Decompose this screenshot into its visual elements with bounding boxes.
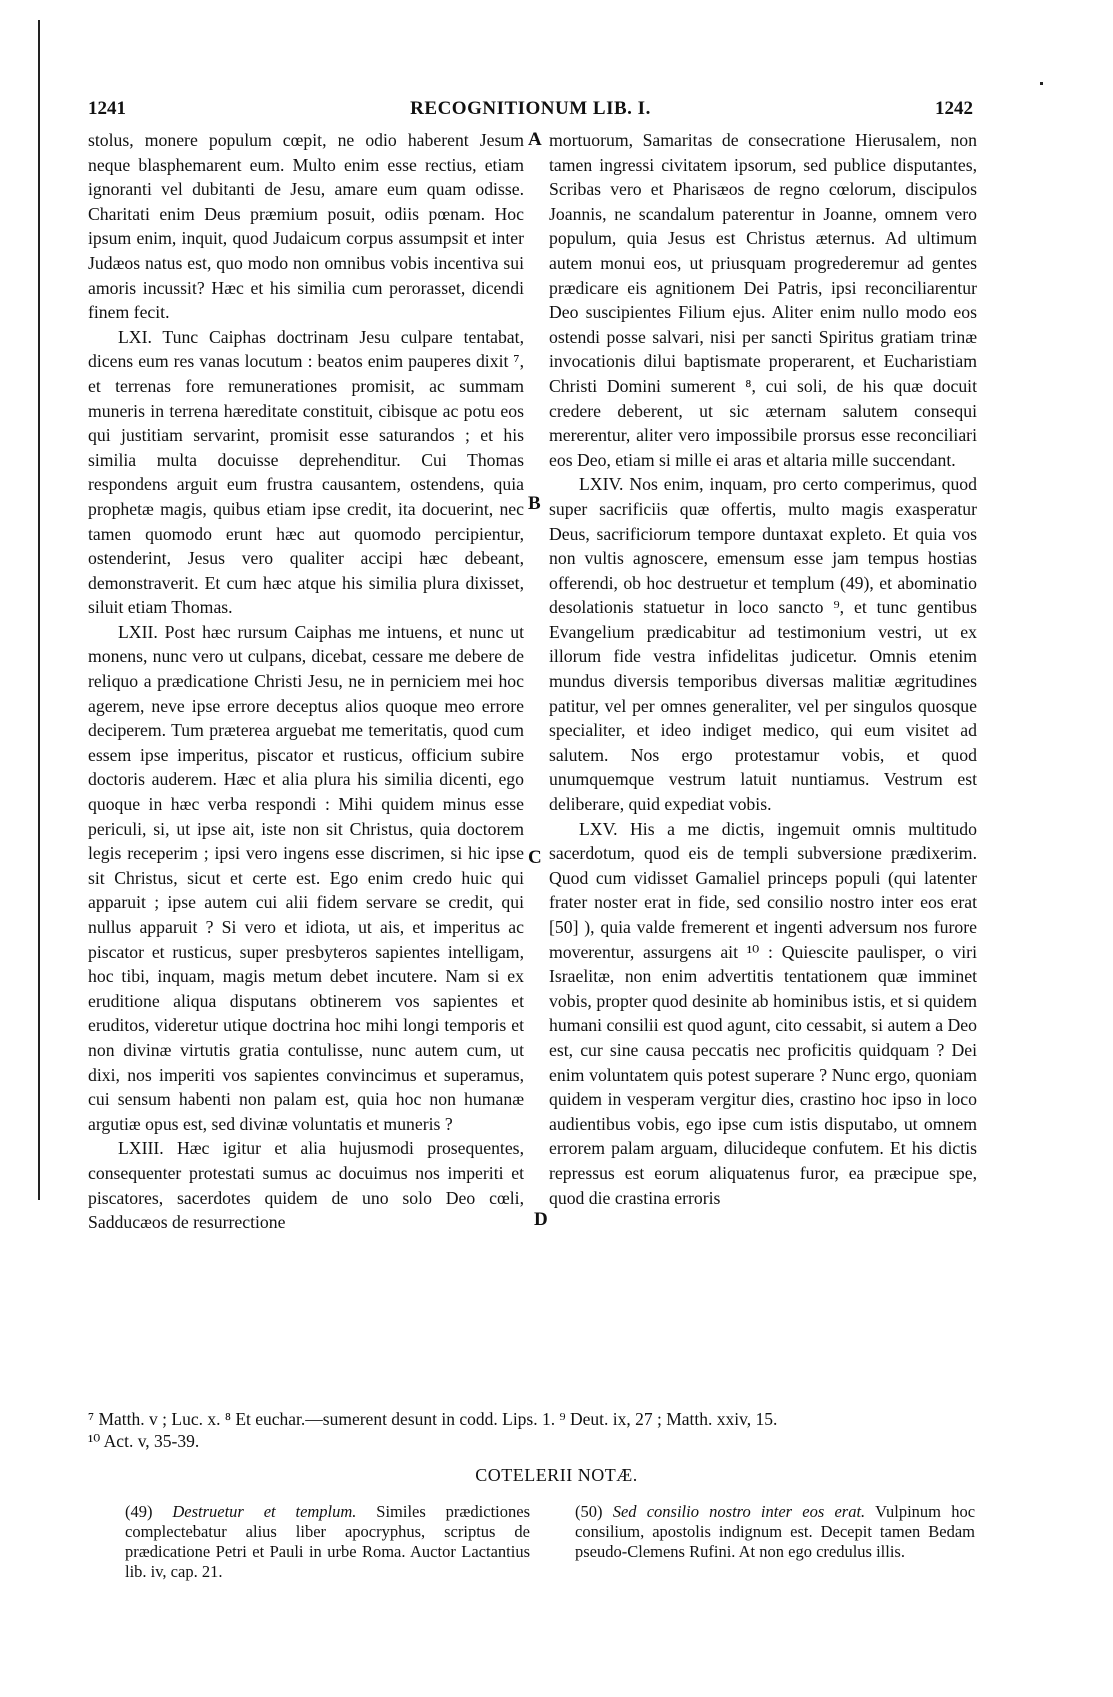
print-speck bbox=[1040, 82, 1043, 85]
note-49 bbox=[125, 1502, 530, 1592]
page-number-right: 1242 bbox=[935, 98, 973, 119]
footnotes bbox=[88, 1408, 978, 1452]
paragraph-lxii: LXII. Post hæc rursum Caiphas me intuens, et nunc ut monens, nunc vero ut culpans, dicebat, cessare me debere de reliquo a prædicatione Christi Jesu, ne in perniciem mei hoc agerem, neve ipse errore deceptus alios quoque meo errore deciperem. Tum præterea arguebat me temeritatis, quod cum essem ipse imperitus, piscator et rusticus, officium subire doctoris auderem. Hæc et alia plura his similia dicenti, ego quoque in hæc verba respondi : Mihi quidem minus esse periculi, si, ut ipse ait, iste non sit Christus, quia doctorem legis receperim ; ipsi vero ingens esse discrimen, si hic ipse sit Christus, sicut et certe est. Ego enim credo huic qui apparuit ; ipse autem cui alii fidem servare se credit, qui nullus apparuit ? Si vero et idiota, ut ais, et imperitus ac piscator et rusticus, super presbyteros sapientes intelligam, hoc tibi, inquam, magis metum debet incutere. Nam si ex eruditione aliqua disputans obtinerem vos sapientes et eruditos, videretur utique doctrina hoc mihi longi temporis et non divinæ virtutis gratia contulisse, nunc autem cum, ut dixi, nos imperiti vos sapientes convincimus et superamus, cui sensum habenti non palam est, quia hoc non humanæ argutiæ opus est, sed divinæ voluntatis et muneris ? bbox=[88, 621, 524, 1134]
running-header bbox=[88, 98, 973, 124]
notes-title: COTELERII NOTÆ. bbox=[475, 1465, 638, 1485]
note-50-lemma: Sed consilio nostro inter eos erat. bbox=[612, 1502, 866, 1521]
page-number-left: 1241 bbox=[88, 98, 126, 119]
paragraph-lxv: LXV. His a me dictis, ingemuit omnis multitudo sacerdotum, quod eis de templi subversione prædixerim. Quod cum vidisset Gamaliel princeps populi (qui latenter frater noster erat in fide, sed consilio nostro inter eos erat [50] ), quia valde fremerent et ingenti adversum nos furore moverentur, assurgens ait ¹⁰ : Quiescite paulisper, o viri Israelitæ, non enim advertitis tentationem quæ imminet vobis, propter quod desinite ab hominibus istis, et si quidem humani consilii est quod agunt, cito cessabit, si autem a Deo est, cur sine causa peccatis nec proficitis quidquam ? Dei enim voluntatem quis potest superare ? Nunc ergo, quoniam quidem in vesperam vergitur dies, crastino hoc ipso in loco audientibus vobis, ego ipse cum istis disputabo, ut omnem errorem palam arguam, dilucideque confutem. Et his dictis repressus est eorum aliquatenus furor, ea præcipue spe, quod die crastina erroris bbox=[549, 818, 977, 1208]
margin-marker-b: B bbox=[528, 493, 541, 514]
note-49-ref: (49) bbox=[125, 1502, 153, 1521]
paragraph-continuation-right: mortuorum, Samaritas de consecratione Hierusalem, non tamen ingressi civitatem ipsorum, sed publice disputantes, Scribas vero et Pharisæos de regno cœlorum, discipulos Joannis, ne scandalum paterentur in Joanne, omnem vero populum, quia Jesus est Christus æternus. Ad ultimum autem monui eos, ut priusquam progrederemur ad gentes prædicare eis agnitionem Dei Patris, ipsi reconciliarentur Deo suscipientes Filium ejus. Aliter enim nullo modo eos ostendi posse salvari, nisi per sancti Spiritus gratiam trinæ invocationis dilui baptismate properarent, et Eucharistiam Christi Domini sumerent ⁸, cui soli, de his quæ docuit credere deberent, ut sic æternam salutem consequi mererentur, aliter vero impossibile prorsus esse reconciliari eos Deo, etiam si mille ei aras et altaria mille succendant. bbox=[549, 130, 977, 470]
paragraph-lxi: LXI. Tunc Caiphas doctrinam Jesu culpare tentabat, dicens eum res vanas locutum : beatos enim pauperes dixit ⁷, et terrenas fore remunerationes promisit, ac summam muneris in terrena hæreditate constituit, cibisque ac potu eos qui justitiam servarint, promisit esse saturandos ; et his similia multa docuisse deprehenditur. Cui Thomas respondens arguit eum frustra causantem, ostendens, quia prophetæ magis, quibus etiam ipse credit, ita docuerint, nec tamen quomodo erunt hæc aut quomodo percipientur, ostenderint, Jesus vero qualiter accipi hæc debeant, demonstraverit. Et cum hæc atque his similia plura dixisset, siluit etiam Thomas. bbox=[88, 326, 524, 618]
running-title: RECOGNITIONUM LIB. I. bbox=[410, 98, 651, 119]
left-column bbox=[88, 128, 524, 1390]
margin-marker-d: D bbox=[534, 1209, 548, 1230]
note-49-text: Similes prædictiones complectebatur alius liber apocryphus, scriptus de prædicatione Petri et Pauli in urbe Roma. Auctor Lactantius lib. iv, cap. 21. bbox=[125, 1502, 530, 1581]
note-49-lemma: Destruetur et templum. bbox=[172, 1502, 357, 1521]
note-50 bbox=[575, 1502, 975, 1592]
binding-line bbox=[38, 20, 40, 1200]
note-50-text: Vulpinum hoc consilium, apostolis indignum est. Decepit tamen Bedam pseudo-Clemens Rufini. At non ego credulus illis. bbox=[575, 1502, 975, 1561]
footnote-line-2: ¹⁰ Act. v, 35-39. bbox=[88, 1431, 200, 1451]
margin-marker-c: C bbox=[528, 847, 542, 868]
margin-marker-a: A bbox=[528, 129, 542, 150]
paragraph-continuation: stolus, monere populum cœpit, ne odio haberent Jesum neque blasphemarent eum. Multo enim esse rectius, etiam ignoranti vel dubitanti de Jesu, amare eum quam odisse. Charitati enim Deus præmium posuit, odiis pœnam. Hoc ipsum enim, inquit, quod Judaicum corpus assumpsit et inter Judæos natus est, quo modo non omnibus vobis incentiva sui amoris incussit? Hæc et his similia cum perorasset, dicendi finem fecit. bbox=[88, 130, 524, 323]
right-column bbox=[549, 128, 977, 1390]
note-50-ref: (50) bbox=[575, 1502, 603, 1521]
footnote-line-1: ⁷ Matth. v ; Luc. x. ⁸ Et euchar.—sumerent desunt in codd. Lips. 1. ⁹ Deut. ix, 27 ; Matth. xxiv, 15. bbox=[88, 1409, 778, 1429]
paragraph-lxiii: LXIII. Hæc igitur et alia hujusmodi prosequentes, consequenter protestati sumus ac docuimus nos imperiti et piscatores, sacerdotes quidem de uno solo Deo cœli, Sadducæos de resurrectione bbox=[88, 1138, 524, 1233]
paragraph-lxiv: LXIV. Nos enim, inquam, pro certo comperimus, quod super sacrificiis quæ offertis, multo magis exasperatur Deus, sacrificiorum tempore duntaxat expleto. Et quia vos non vultis agnoscere, emensum esse jam tempus hostias offerendi, ob hoc destruetur et templum (49), et abominatio desolationis statuetur in loco sancto ⁹, et tunc gentibus Evangelium prædicabitur ad testimonium vestri, ut ex illorum fide vestra infidelitas judicetur. Omnis etenim mundus diversis temporibus diversas malitiæ ægritudines patitur, vel per omnes generaliter, vel per singulos quosque specialiter, et ideo indiget medico, qui eum visitet ad salutem. Nos ergo protestamur vobis, et quod unumquemque vestrum latuit nuntiamus. Vestrum est deliberare, quid expediat vobis. bbox=[549, 474, 977, 815]
